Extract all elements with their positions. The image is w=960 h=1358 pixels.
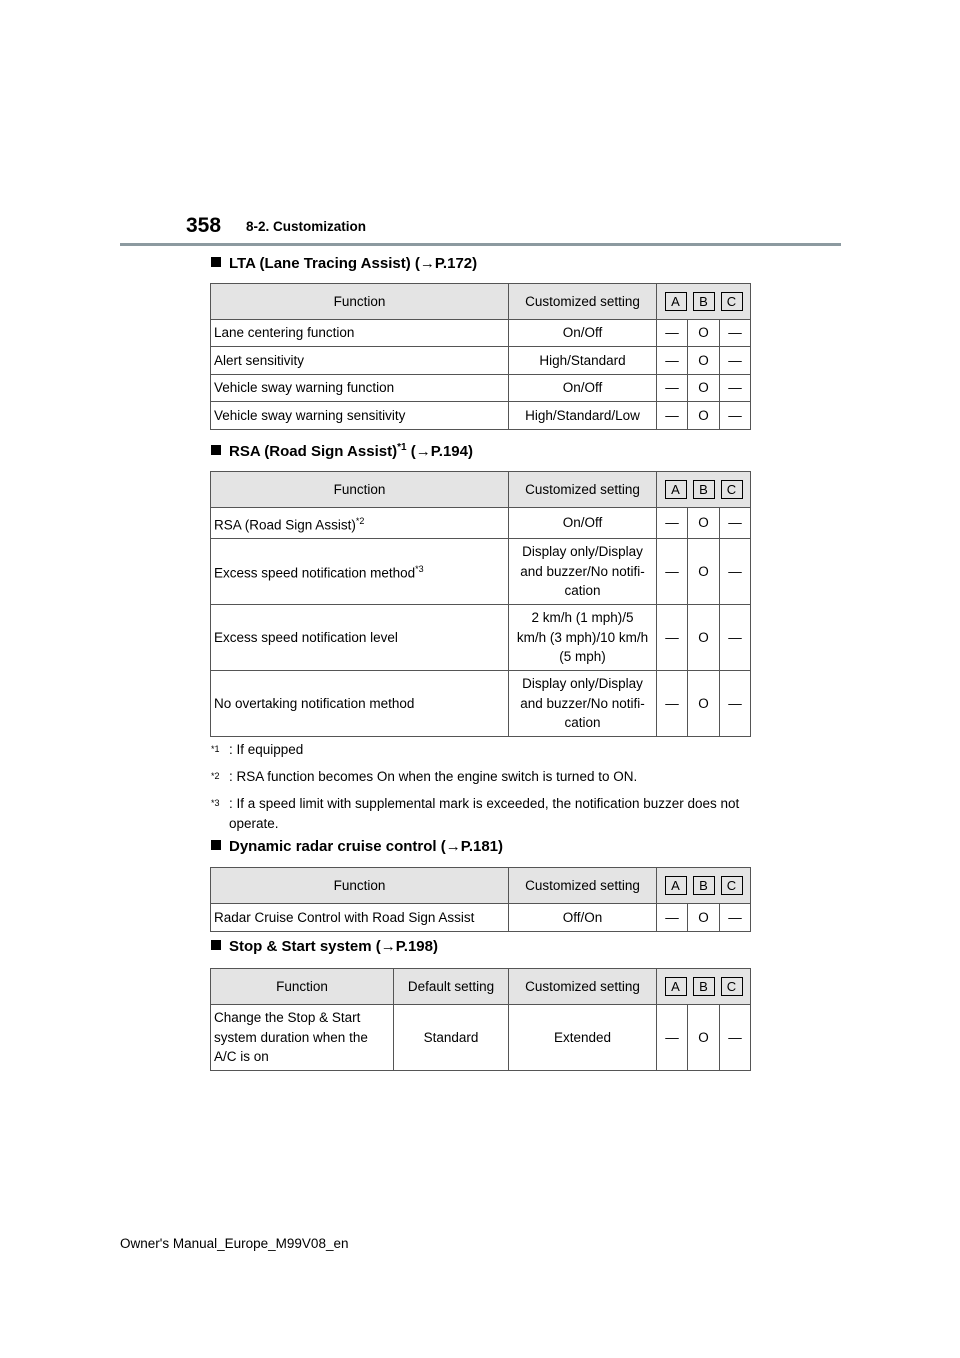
- arrow-icon: →: [380, 938, 396, 955]
- header-abc: [657, 868, 751, 904]
- drcc-page-link[interactable]: P.181): [460, 838, 504, 855]
- setting-cell: Display only/Display and buzzer/No notifi- cation: [509, 671, 657, 737]
- mark-c: —: [720, 508, 751, 539]
- mark-b: O: [688, 347, 720, 375]
- mark-a: —: [657, 347, 688, 375]
- setting-cell: Off/On: [509, 904, 657, 932]
- mark-b: O: [688, 508, 720, 539]
- mark-c: —: [720, 539, 751, 605]
- stop-start-page-link[interactable]: P.198): [395, 938, 438, 955]
- abc-box-c: C: [721, 876, 743, 895]
- setting-cell: On/Off: [509, 375, 657, 402]
- stop-start-title: Stop & Start system (→P.198): [211, 938, 438, 955]
- function-cell: Change the Stop & Start system duration when the A/C is on: [211, 1005, 394, 1071]
- arrow-icon: →: [445, 838, 461, 855]
- rsa-table: [210, 471, 751, 737]
- square-bullet-icon: [211, 257, 221, 267]
- header-customized-setting: Customized setting: [509, 284, 657, 320]
- table-row: [211, 402, 751, 430]
- page-number: 358: [186, 214, 222, 237]
- function-cell: Vehicle sway warning function: [211, 375, 509, 402]
- mark-a: —: [657, 605, 688, 671]
- table-header-row: [211, 284, 751, 320]
- mark-a: —: [657, 1005, 688, 1071]
- footnote: $^{*1}$ : If equipped: [211, 742, 304, 757]
- lta-page-link[interactable]: P.172): [434, 255, 478, 272]
- setting-cell: High/Standard/Low: [509, 402, 657, 430]
- abc-box-c: C: [721, 292, 743, 311]
- mark-a: —: [657, 904, 688, 932]
- square-bullet-icon: [211, 940, 221, 950]
- header-function: Function: [211, 969, 394, 1005]
- function-cell: Vehicle sway warning sensitivity: [211, 402, 509, 430]
- abc-box-b: B: [693, 292, 715, 311]
- lta-table: [210, 283, 751, 430]
- setting-cell: Display only/Display and buzzer/No notifi- cation: [509, 539, 657, 605]
- mark-a: —: [657, 320, 688, 347]
- header-customized-setting: Customized setting: [509, 472, 657, 508]
- arrow-icon: →: [419, 255, 435, 272]
- mark-a: —: [657, 539, 688, 605]
- table-row: [211, 347, 751, 375]
- function-cell: Alert sensitivity: [211, 347, 509, 375]
- drcc-table: [210, 867, 751, 932]
- table-row: [211, 508, 751, 539]
- setting-cell: 2 km/h (1 mph)/5 km/h (3 mph)/10 km/h (5 mph): [509, 605, 657, 671]
- table-header-row: [211, 868, 751, 904]
- mark-c: —: [720, 375, 751, 402]
- stop-start-table: [210, 968, 751, 1071]
- table-header-row: [211, 969, 751, 1005]
- header-customized-setting: Customized setting: [509, 868, 657, 904]
- footnotes: [211, 740, 771, 837]
- header-customized-setting: Customized setting: [509, 969, 657, 1005]
- setting-cell: On/Off: [509, 508, 657, 539]
- header-function: Function: [211, 472, 509, 508]
- setting-cell: On/Off: [509, 320, 657, 347]
- abc-box-b: B: [693, 480, 715, 499]
- mark-b: O: [688, 1005, 720, 1071]
- header-function: Function: [211, 868, 509, 904]
- footnote: $^{*3}$ : If a speed limit with supplemental mark is exceeded, the notification buzzer does not operate.: [211, 796, 740, 831]
- setting-cell: Extended: [509, 1005, 657, 1071]
- table-row: [211, 1005, 751, 1071]
- abc-box-b: B: [693, 876, 715, 895]
- drcc-title: Dynamic radar cruise control (→P.181): [211, 838, 503, 855]
- mark-b: O: [688, 671, 720, 737]
- mark-b: O: [688, 320, 720, 347]
- abc-box-c: C: [721, 977, 743, 996]
- lta-title: LTA (Lane Tracing Assist) (→P.172): [211, 255, 477, 272]
- table-row: [211, 375, 751, 402]
- mark-c: —: [720, 1005, 751, 1071]
- mark-c: —: [720, 320, 751, 347]
- function-cell: No overtaking notification method: [211, 671, 509, 737]
- abc-box-c: C: [721, 480, 743, 499]
- arrow-icon: →: [415, 443, 431, 460]
- table-row: [211, 671, 751, 737]
- table-row: [211, 539, 751, 605]
- mark-a: —: [657, 508, 688, 539]
- footnote: $^{*2}$ : RSA function becomes On when the engine switch is turned to ON.: [211, 769, 638, 784]
- header-abc: [657, 969, 751, 1005]
- table-header-row: [211, 472, 751, 508]
- table-row: [211, 605, 751, 671]
- setting-cell: High/Standard: [509, 347, 657, 375]
- mark-b: O: [688, 605, 720, 671]
- function-cell: RSA (Road Sign Assist)$^{*2}$: [211, 508, 509, 539]
- function-cell: Lane centering function: [211, 320, 509, 347]
- function-cell: Radar Cruise Control with Road Sign Assist: [211, 904, 509, 932]
- footer-manual-id: Owner's Manual_Europe_M99V08_en: [120, 1236, 349, 1251]
- mark-b: O: [688, 904, 720, 932]
- function-cell: Excess speed notification method$^{*3}$: [211, 539, 509, 605]
- header-abc: [657, 472, 751, 508]
- mark-c: —: [720, 402, 751, 430]
- table-row: [211, 320, 751, 347]
- header-default-setting: Default setting: [394, 969, 509, 1005]
- mark-a: —: [657, 402, 688, 430]
- mark-c: —: [720, 605, 751, 671]
- mark-a: —: [657, 671, 688, 737]
- default-cell: Standard: [394, 1005, 509, 1071]
- abc-box-b: B: [693, 977, 715, 996]
- abc-box-a: A: [665, 480, 687, 499]
- header-abc: [657, 284, 751, 320]
- rsa-title: RSA (Road Sign Assist)$^{*1}$ (→P.194): [211, 442, 473, 460]
- table-row: [211, 904, 751, 932]
- mark-c: —: [720, 671, 751, 737]
- mark-a: —: [657, 375, 688, 402]
- mark-b: O: [688, 402, 720, 430]
- mark-c: —: [720, 904, 751, 932]
- rsa-page-link[interactable]: P.194): [430, 443, 473, 460]
- section-header: 8-2. Customization: [246, 219, 367, 234]
- header-function: Function: [211, 284, 509, 320]
- mark-b: O: [688, 539, 720, 605]
- abc-box-a: A: [665, 977, 687, 996]
- abc-box-a: A: [665, 292, 687, 311]
- mark-c: —: [720, 347, 751, 375]
- square-bullet-icon: [211, 840, 221, 850]
- mark-b: O: [688, 375, 720, 402]
- abc-box-a: A: [665, 876, 687, 895]
- square-bullet-icon: [211, 445, 221, 455]
- header-rule: [120, 243, 841, 246]
- function-cell: Excess speed notification level: [211, 605, 509, 671]
